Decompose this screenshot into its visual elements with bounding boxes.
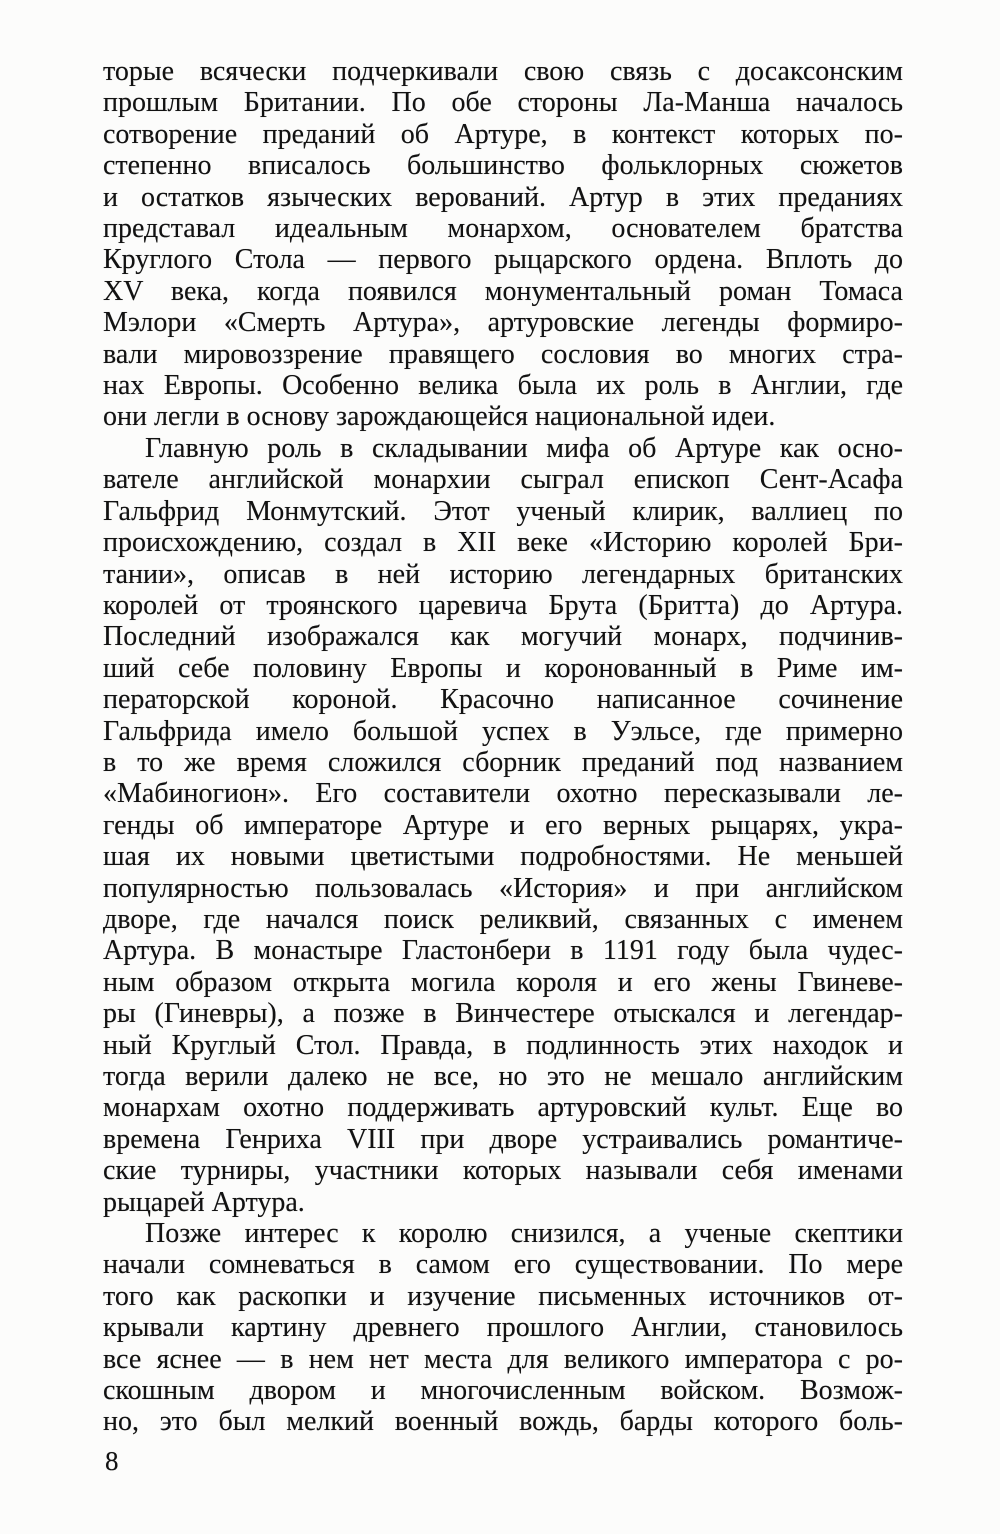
text-line: скошным двором и многочисленным войском. Возмож-: [103, 1375, 903, 1407]
text-line: прошлым Британии. По обе стороны Ла-Манша началось: [103, 87, 903, 119]
text-line: популярностью пользовалась «История» и при английском: [103, 872, 903, 904]
text-line: ператорской короной. Красочно написанное сочинение: [103, 684, 903, 716]
text-line: нах Европы. Особенно велика была их роль в Англии, где: [103, 370, 903, 402]
text-line: шая их новыми цветистыми подробностями. Не меньшей: [103, 841, 903, 873]
text-line: они легли в основу зарождающейся национальной идеи.: [103, 401, 776, 433]
text-line: но, это был мелкий военный вождь, барды которого боль-: [103, 1406, 903, 1438]
text-line: ным образом открыта могила короля и его жены Гвиневе-: [103, 966, 903, 998]
text-line: сотворение преданий об Артуре, в контекст которых по-: [103, 118, 903, 150]
text-line: монархам охотно поддерживать артуровский культ. Еще во: [103, 1092, 903, 1124]
text-line: ры (Гиневры), а позже в Винчестере отыскался и легендар-: [103, 998, 903, 1030]
page-number: 8: [105, 1446, 119, 1476]
text-line: Артура. В монастыре Гластонбери в 1191 году была чудес-: [103, 935, 903, 967]
text-line: Мэлори «Смерть Артура», артуровские легенды формиро-: [103, 307, 903, 339]
text-line: времена Генриха VIII при дворе устраивались романтиче-: [103, 1123, 903, 1155]
text-line: Главную роль в складывании мифа об Артуре как осно-: [145, 432, 903, 464]
text-line: в то же время сложился сборник преданий под названием: [103, 746, 903, 778]
text-line: Последний изображался как могучий монарх, подчинив-: [103, 621, 903, 653]
text-line: ный Круглый Стол. Правда, в подлинность этих находок и: [103, 1029, 903, 1061]
text-line: вателе английской монархии сыграл епископ Сент-Асафа: [103, 464, 903, 496]
text-line: Позже интерес к королю снизился, а ученые скептики: [145, 1218, 903, 1250]
text-line: и остатков языческих верований. Артур в этих преданиях: [103, 181, 903, 213]
text-line: степенно вписалось большинство фольклорных сюжетов: [103, 150, 903, 182]
text-line: дворе, где начался поиск реликвий, связанных с именем: [103, 903, 903, 935]
text-line: королей от троянского царевича Брута (Бритта) до Артура.: [103, 589, 903, 621]
text-line: крывали картину древнего прошлого Англии, становилось: [103, 1312, 903, 1344]
text-line: XV века, когда появился монументальный роман Томаса: [103, 275, 903, 307]
text-line: происхождению, создал в XII веке «Историю королей Бри-: [103, 527, 903, 559]
text-line: начали сомневаться в самом его существовании. По мере: [103, 1249, 903, 1281]
text-line: того как раскопки и изучение письменных источников от-: [103, 1280, 903, 1312]
text-line: представал идеальным монархом, основателем братства: [103, 213, 903, 245]
text-line: все яснее — в нем нет места для великого императора с ро-: [103, 1343, 903, 1375]
text-line: тогда верили далеко не все, но это не мешало английским: [103, 1061, 903, 1092]
text-line: «Мабиногион». Его составители охотно пересказывали ле-: [103, 778, 903, 810]
text-line: Гальфрида имело большой успех в Уэльсе, где примерно: [103, 715, 903, 747]
text-line: ские турниры, участники которых называли себя именами: [103, 1155, 903, 1187]
text-line: Гальфрид Монмутский. Этот ученый клирик, валлиец по: [103, 495, 903, 527]
text-line: Круглого Стола — первого рыцарского ордена. Вплоть до: [103, 244, 903, 276]
text-line: рыцарей Артура.: [103, 1186, 305, 1218]
text-line: ший себе половину Европы и коронованный в Риме им-: [103, 652, 903, 684]
page-text-block: [103, 56, 903, 1438]
text-line: торые всячески подчеркивали свою связь с досаксонским: [103, 56, 903, 87]
text-line: генды об императоре Артуре и его верных рыцарях, укра-: [103, 809, 903, 841]
text-line: тании», описав в ней историю легендарных британских: [103, 558, 903, 590]
text-line: вали мировоззрение правящего сословия во многих стра-: [103, 338, 903, 370]
